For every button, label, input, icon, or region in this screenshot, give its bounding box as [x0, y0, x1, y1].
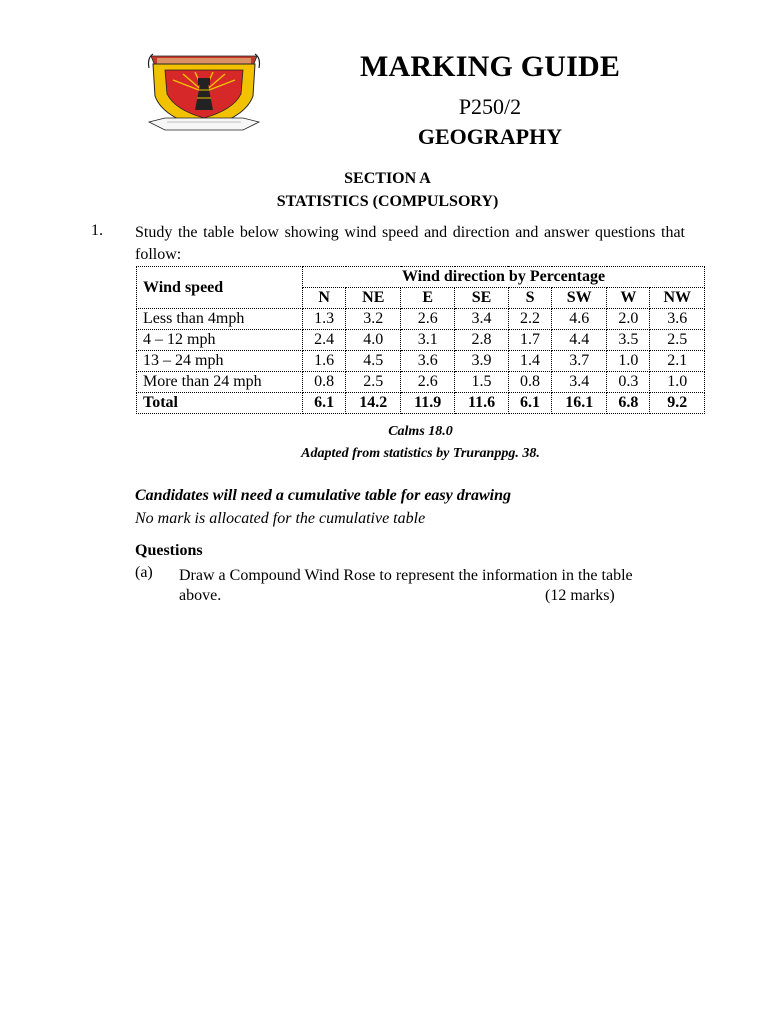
table-cell: 3.2 [346, 309, 401, 330]
total-label: Total [137, 393, 303, 414]
table-cell: 3.6 [401, 351, 455, 372]
question-a-text: Draw a Compound Wind Rose to represent the information in the table [179, 567, 633, 584]
paper-code: P250/2 [458, 94, 522, 119]
table-cell: 1.5 [455, 372, 509, 393]
question-a-marks: (12 marks) [545, 587, 615, 604]
total-cell: 14.2 [346, 393, 401, 414]
direction-header: S [508, 288, 551, 309]
table-cell: 3.6 [650, 309, 705, 330]
total-row [137, 393, 705, 414]
direction-header: W [607, 288, 650, 309]
wind-table [136, 266, 705, 414]
table-cell: 2.5 [346, 372, 401, 393]
table-row [137, 372, 705, 393]
table-cell: 1.0 [607, 351, 650, 372]
question-text: Study the table below showing wind speed and direction and answer questions that follow: [135, 224, 685, 263]
questions-heading: Questions [135, 542, 203, 559]
table-row [137, 351, 705, 372]
direction-header: N [303, 288, 346, 309]
page-title: MARKING GUIDE [359, 50, 621, 83]
table-cell: 2.4 [303, 330, 346, 351]
direction-header: NW [650, 288, 705, 309]
table-cell: 3.4 [455, 309, 509, 330]
direction-header: SW [552, 288, 607, 309]
section-subtitle: STATISTICS (COMPULSORY) [276, 193, 499, 210]
direction-header: E [401, 288, 455, 309]
question-a-label: (a) [135, 564, 153, 581]
row-label: 4 – 12 mph [137, 330, 303, 351]
subject-title: GEOGRAPHY [417, 124, 563, 149]
table-cell: 4.6 [552, 309, 607, 330]
table-cell: 4.4 [552, 330, 607, 351]
table-row [137, 309, 705, 330]
calms-note: Calms 18.0 [388, 424, 453, 439]
table-cell: 3.7 [552, 351, 607, 372]
table-cell: 4.5 [346, 351, 401, 372]
row-label: 13 – 24 mph [137, 351, 303, 372]
table-cell: 2.2 [508, 309, 551, 330]
total-cell: 6.1 [303, 393, 346, 414]
table-cell: 3.1 [401, 330, 455, 351]
table-cell: 1.7 [508, 330, 551, 351]
corner-header: Wind speed [137, 267, 303, 309]
direction-header: NE [346, 288, 401, 309]
cumulative-note: Candidates will need a cumulative table for easy drawing [135, 487, 511, 504]
total-cell: 11.6 [455, 393, 509, 414]
table-cell: 1.6 [303, 351, 346, 372]
direction-header: SE [455, 288, 509, 309]
table-cell: 0.8 [508, 372, 551, 393]
table-cell: 3.4 [552, 372, 607, 393]
table-cell: 2.1 [650, 351, 705, 372]
table-cell: 4.0 [346, 330, 401, 351]
total-cell: 11.9 [401, 393, 455, 414]
row-label: Less than 4mph [137, 309, 303, 330]
row-label: More than 24 mph [137, 372, 303, 393]
group-header: Wind direction by Percentage [303, 267, 705, 288]
source-note: Adapted from statistics by Truranppg. 38. [301, 446, 540, 461]
table-cell: 2.6 [401, 309, 455, 330]
table-cell: 2.8 [455, 330, 509, 351]
question-a-text-cont: above. [179, 587, 222, 604]
table-row [137, 330, 705, 351]
crest-logo [145, 44, 263, 134]
table-cell: 0.3 [607, 372, 650, 393]
table-cell: 1.3 [303, 309, 346, 330]
total-cell: 6.8 [607, 393, 650, 414]
total-cell: 16.1 [552, 393, 607, 414]
total-cell: 9.2 [650, 393, 705, 414]
question-number: 1. [91, 222, 103, 239]
table-cell: 2.0 [607, 309, 650, 330]
table-header-row [137, 267, 705, 288]
no-mark-note: No mark is allocated for the cumulative table [135, 510, 426, 527]
table-cell: 1.0 [650, 372, 705, 393]
table-cell: 2.6 [401, 372, 455, 393]
section-title: SECTION A [344, 170, 431, 187]
table-cell: 3.5 [607, 330, 650, 351]
table-cell: 1.4 [508, 351, 551, 372]
table-cell: 3.9 [455, 351, 509, 372]
table-cell: 0.8 [303, 372, 346, 393]
table-cell: 2.5 [650, 330, 705, 351]
total-cell: 6.1 [508, 393, 551, 414]
